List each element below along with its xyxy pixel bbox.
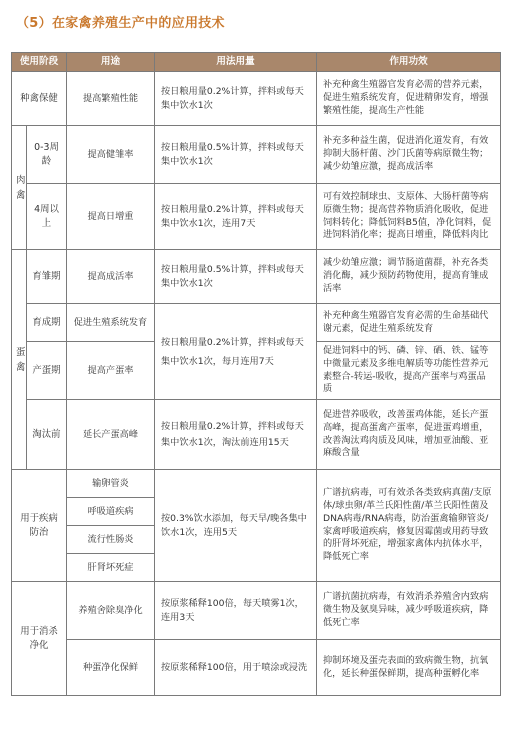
effect-cell: 抑制环境及蛋壳表面的致病微生物，抗氧化，延长种蛋保鲜期，提高种蛋孵化率 xyxy=(317,640,501,696)
effect-cell: 广谱抗病毒，可有效杀各类致病真菌/支原体/球虫卵/革兰氏阳性菌/革兰氏阳性菌及DNA病毒/RNA病毒，防治蛋禽输卵管炎/家禽呼吸道疾病，修复因霉菌或用药导致的肝肾坏死症，增强家禽体内抗体水平，降低死亡率 xyxy=(317,470,501,582)
method-cell: 按日粮用量0.2%计算，拌料或每天集中饮水1次，每月连用7天 xyxy=(155,304,317,400)
header-stage: 使用阶段 xyxy=(12,53,67,72)
effect-cell: 补充种禽生殖器官发育必需的营养元素，促进生殖系统发育，促进精卵发育，增强繁殖性能，提高生产性能 xyxy=(317,72,501,126)
stage-cell: 0-3周龄 xyxy=(27,126,67,184)
use-cell: 种蛋净化保鲜 xyxy=(67,640,155,696)
table-row xyxy=(12,582,501,640)
use-cell: 肝肾坏死症 xyxy=(67,554,155,582)
table-row xyxy=(12,304,501,342)
table-row xyxy=(12,250,501,304)
use-cell: 提高产蛋率 xyxy=(67,342,155,400)
use-cell: 流行性肠炎 xyxy=(67,526,155,554)
use-cell: 促进生殖系统发育 xyxy=(67,304,155,342)
header-method: 用法用量 xyxy=(155,53,317,72)
group-clean: 用于消杀净化 xyxy=(12,582,67,696)
method-cell: 按日粮用量0.5%计算，拌料或每天集中饮水1次 xyxy=(155,126,317,184)
application-table xyxy=(11,52,501,696)
method-cell: 按0.3%饮水添加，每天早/晚各集中饮水1次，连用5天 xyxy=(155,470,317,582)
stage-cell: 4周以上 xyxy=(27,184,67,250)
stage-cell: 育成期 xyxy=(27,304,67,342)
effect-cell: 促进饲料中的钙、磷、锌、硒、铁、锰等中微量元素及多维电解质等功能性营养元素整合-转运-吸收，提高产蛋率与鸡蛋品质 xyxy=(317,342,501,400)
method-cell: 按日粮用量0.2%计算，拌料或每天集中饮水1次，连用7天 xyxy=(155,184,317,250)
effect-cell: 补充种禽生殖器官发育必需的生命基础代谢元素，促进生殖系统发育 xyxy=(317,304,501,342)
method-cell: 按日粮用量0.2%计算，拌料或每天集中饮水1次 xyxy=(155,72,317,126)
use-cell: 提高日增重 xyxy=(67,184,155,250)
method-cell: 按原浆稀释100倍，每天喷雾1次，连用3天 xyxy=(155,582,317,640)
use-cell: 养殖舍除臭净化 xyxy=(67,582,155,640)
method-cell: 按日粮用量0.2%计算，拌料或每天集中饮水1次，淘汰前连用15天 xyxy=(155,400,317,470)
table-row xyxy=(12,126,501,184)
table-row xyxy=(12,470,501,498)
method-cell: 按原浆稀释100倍，用于喷涂或浸洗 xyxy=(155,640,317,696)
stage-cell: 种禽保健 xyxy=(12,72,67,126)
effect-cell: 补充多种益生菌，促进消化道发育，有效抑制大肠杆菌、沙门氏菌等病原微生物；减少幼雏应激，提高成活率 xyxy=(317,126,501,184)
table-header-row xyxy=(12,53,501,72)
stage-cell: 产蛋期 xyxy=(27,342,67,400)
group-meat: 肉禽 xyxy=(12,126,27,250)
method-cell: 按日粮用量0.5%计算，拌料或每天集中饮水1次 xyxy=(155,250,317,304)
stage-cell: 育雏期 xyxy=(27,250,67,304)
group-egg: 蛋禽 xyxy=(12,250,27,470)
header-use: 用途 xyxy=(67,53,155,72)
use-cell: 提高繁殖性能 xyxy=(67,72,155,126)
table-row xyxy=(12,72,501,126)
use-cell: 呼吸道疾病 xyxy=(67,498,155,526)
use-cell: 延长产蛋高峰 xyxy=(67,400,155,470)
effect-cell: 促进营养吸收，改善蛋鸡体能，延长产蛋高峰，提高蛋禽产蛋率，促进蛋鸡增重，改善淘汰鸡肉质及风味，增加亚油酸、亚麻酸含量 xyxy=(317,400,501,470)
table-row xyxy=(12,184,501,250)
effect-cell: 广谱抗菌抗病毒，有效消杀养殖舍内致病微生物及氨臭异味，减少呼吸道疾病，降低死亡率 xyxy=(317,582,501,640)
effect-cell: 可有效控制球虫、支原体、大肠杆菌等病原微生物；提高营养物质消化吸收，促进饲料转化；降低饲料B5值，净化饲料，促进饲料消化率；提高日增重，降低料肉比 xyxy=(317,184,501,250)
use-cell: 输卵管炎 xyxy=(67,470,155,498)
table-row xyxy=(12,640,501,696)
use-cell: 提高健雏率 xyxy=(67,126,155,184)
use-cell: 提高成活率 xyxy=(67,250,155,304)
group-disease: 用于疾病防治 xyxy=(12,470,67,582)
stage-cell: 淘汰前 xyxy=(27,400,67,470)
effect-cell: 减少幼雏应激；调节肠道菌群，补充各类消化酶，减少预防药物使用，提高育雏成活率 xyxy=(317,250,501,304)
table-row xyxy=(12,400,501,470)
header-effect: 作用功效 xyxy=(317,53,501,72)
section-title: （5）在家禽养殖生产中的应用技术 xyxy=(16,16,225,31)
